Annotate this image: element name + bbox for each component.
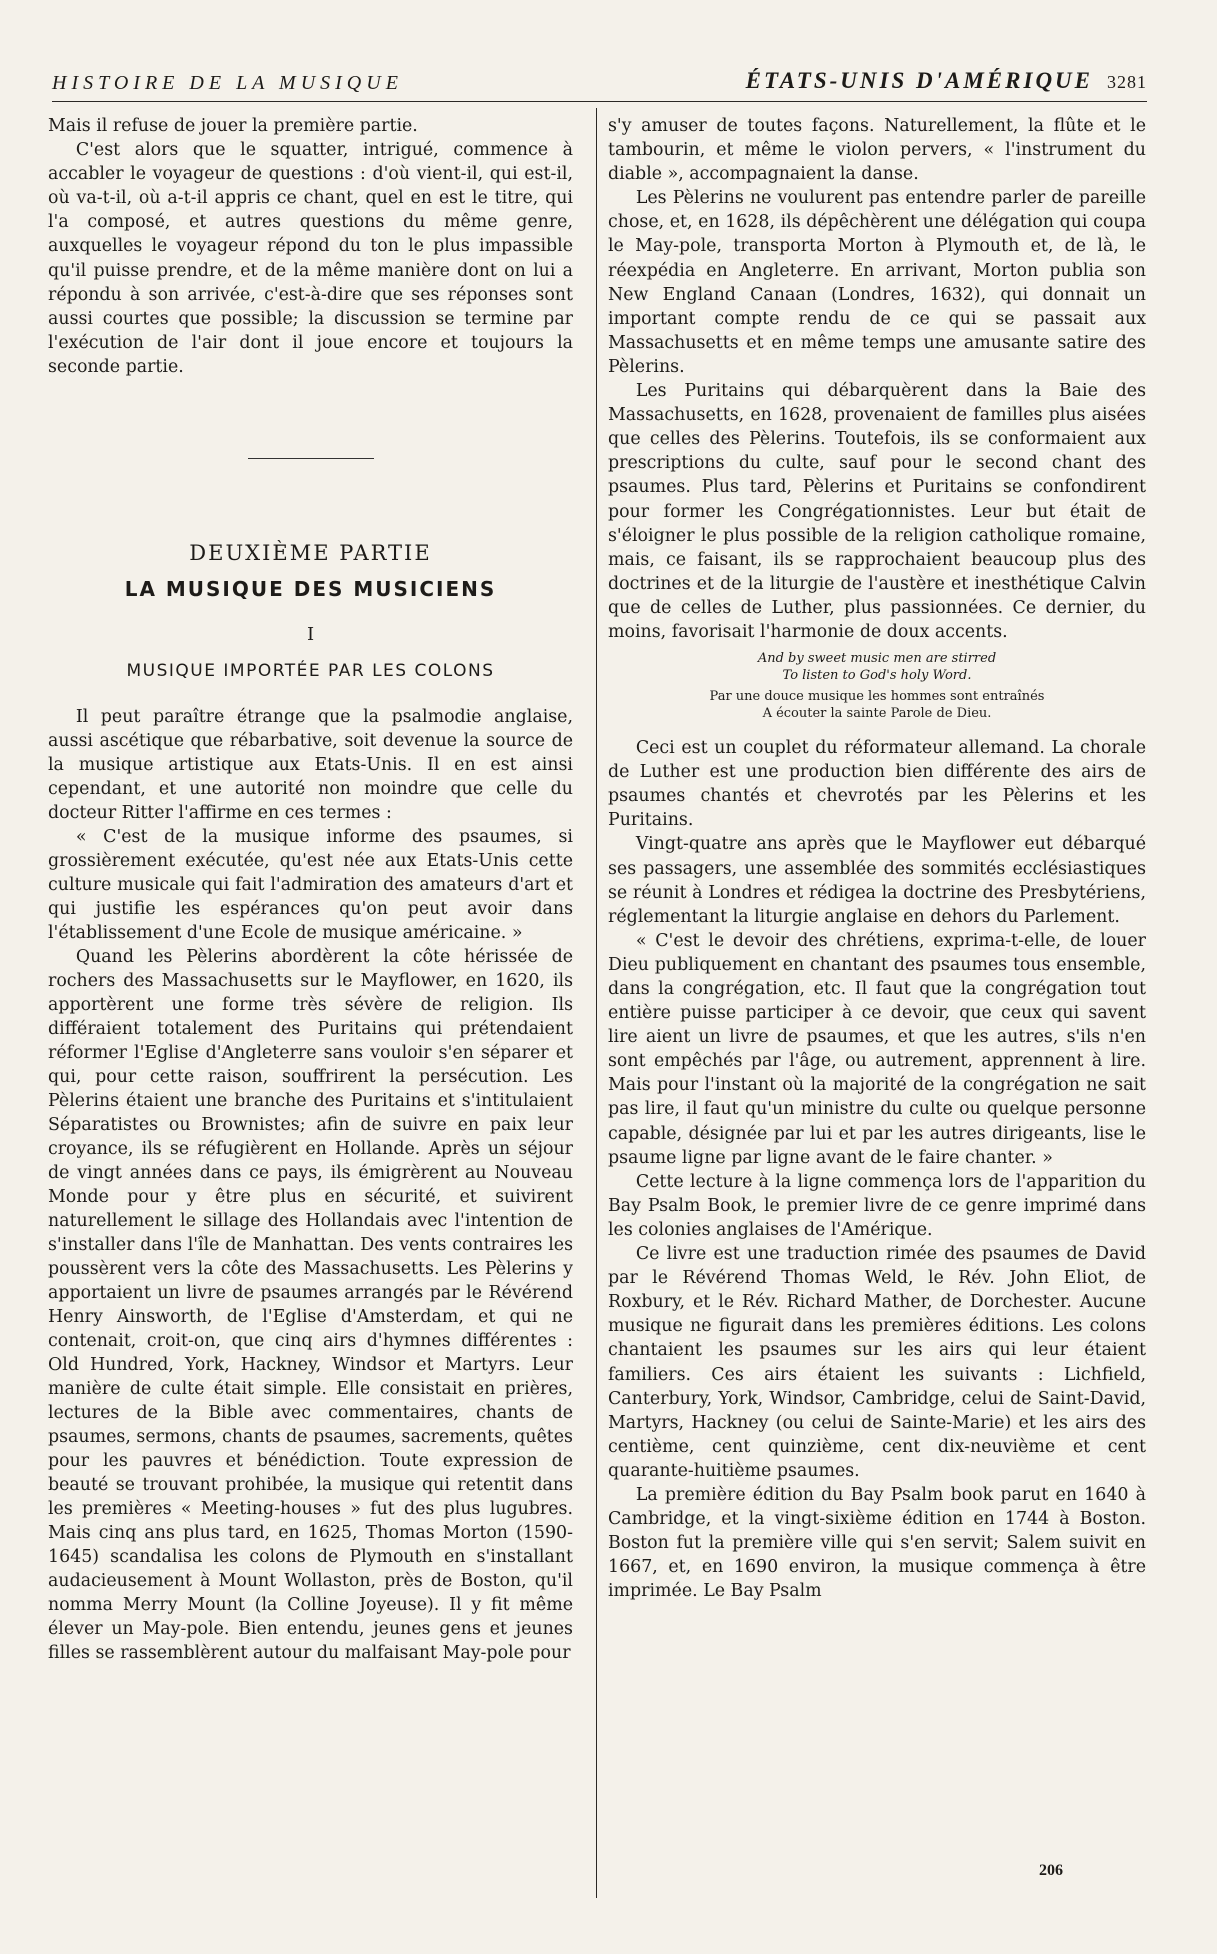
- right-column: [608, 114, 1146, 1603]
- section-separator: [248, 458, 374, 459]
- english-quote: [608, 650, 1146, 684]
- quote-line: And by sweet music men are stirred: [757, 651, 997, 667]
- quote-line: A écouter la sainte Parole de Dieu.: [762, 706, 992, 722]
- paragraph: Cette lecture à la ligne commença lors de l'apparition du Bay Psalm Book, le premier livre de ce genre imprimé dans les colonies anglaises de l'Amérique.: [608, 1171, 1146, 1240]
- paragraph: s'y amuser de toutes façons. Naturellement, la flûte et le tambourin, et même le violon pervers, « l'instrument du diable », accompagnaient la danse.: [608, 116, 1146, 185]
- sheet-number: 206: [1039, 1862, 1063, 1879]
- paragraph: « C'est le devoir des chrétiens, exprima-t-elle, de louer Dieu publiquement en chantant des psaumes tous ensemble, dans la congrégation, etc. Il faut que la congrégation tout entière puisse participer à ce devoir, que ceux qui savent lire aient un livre de psaumes, et que les autres, s'ils n'en sont empêchés par l'âge, ou autrement, apprennent à lire. Mais pour l'instant où la majorité de la congrégation ne sait pas lire, il faut qu'un ministre du culte ou quelque personne capable, désignée par lui et par les autres dirigeants, lise le psaume ligne par ligne avant de le faire chanter. »: [608, 930, 1146, 1168]
- header-left-title: HISTOIRE DE LA MUSIQUE: [52, 72, 403, 94]
- paragraph: La première édition du Bay Psalm book parut en 1640 à Cambridge, et la vingt-sixième édition en 1744 à Boston. Boston fut la première ville qui s'en servit; Salem suivit en 1667, et, en 1690 environ, la musique commença à être imprimée. Le Bay Psalm: [608, 1484, 1146, 1602]
- running-header: [52, 68, 1147, 102]
- page-number: 3281: [1107, 72, 1147, 92]
- column-divider: [596, 108, 597, 1898]
- paragraph: C'est alors que le squatter, intrigué, commence à accabler le voyageur de questions : d'où vient-il, qui est-il, où va-t-il, où a-t-il appris ce chant, quel en est le titre, qui l'a composé, et autres questions du même genre, auxquelles le voyageur répond du ton le plus impassible qu'il puisse prendre, et de la même manière dont on lui a répondu à son arrivée, c'est-à-dire que ses réponses sont aussi courtes que possible; la discussion se termine par l'exécution de l'air dont il joue encore et toujours la seconde partie.: [48, 140, 573, 377]
- chapter-title: MUSIQUE IMPORTÉE PAR LES COLONS: [126, 661, 495, 682]
- quote-line: Par une douce musique les hommes sont entraînés: [709, 689, 1045, 705]
- part-title: DEUXIÈME PARTIE: [189, 541, 432, 566]
- paragraph: Ceci est un couplet du réformateur allemand. La chorale de Luther est une production bien différente des airs de psaumes chantés et chevrotés par les Pèlerins et les Puritains.: [608, 738, 1146, 831]
- paragraph: Ce livre est une traduction rimée des psaumes de David par le Révérend Thomas Weld, le Rév. John Eliot, de Roxbury, et le Rév. Richard Mather, de Dorchester. Aucune musique ne figurait dans les premières éditions. Les colons chantaient les psaumes sur les airs qui leur étaient familiers. Ces airs étaient les suivants : Lichfield, Canterbury, York, Windsor, Cambridge, celui de Saint-David, Martyrs, Hackney (ou celui de Sainte-Marie) et les airs des centième, cent quinzième, cent dix-neuvième et cent quarante-huitième psaumes.: [608, 1244, 1146, 1481]
- paragraph: « C'est de la musique informe des psaumes, si grossièrement exécutée, qu'est née aux Etats-Unis cette culture musicale qui fait l'admiration des amateurs d'art et qui justifie les espérances qu'on peut avoir dans l'établissement d'une Ecole de musique américaine. »: [48, 827, 573, 944]
- french-quote: [608, 688, 1146, 722]
- paragraph: Les Puritains qui débarquèrent dans la Baie des Massachusetts, en 1628, provenaient de familles plus aisées que celles des Pèlerins. Toutefois, ils se conformaient aux prescriptions du culte, sauf pour le second chant des psaumes. Plus tard, Pèlerins et Puritains se confondirent pour former les Congrégationnistes. Leur but était de s'éloigner le plus possible de la religion catholique romaine, mais, ce faisant, ils se rapprochaient beaucoup plus des doctrines et de la liturgie de l'austère et inesthétique Calvin que de celles de Luther, plus passionnées. Ce dernier, du moins, favorisait l'harmonie de doux accents.: [608, 381, 1146, 642]
- paragraph: Les Pèlerins ne voulurent pas entendre parler de pareille chose, et, en 1628, ils dépêchèrent une délégation qui coupa le May-pole, transporta Morton à Plymouth et, de là, le réexpédia en Angleterre. En arrivant, Morton publia son New England Canaan (Londres, 1632), qui donnait un important compte rendu de ce qui se passait aux Massachusetts et en même temps une amusante satire des Pèlerins.: [608, 188, 1146, 377]
- paragraph: Mais il refuse de jouer la première partie.: [48, 116, 418, 136]
- left-column: [48, 114, 573, 1665]
- paragraph: Vingt-quatre ans après que le Mayflower eut débarqué ses passagers, une assemblée des sommités ecclésiastiques se réunit à Londres et rédigea la doctrine des Presbytériens, réglementant la liturgie anglaise en dehors du Parlement.: [608, 834, 1146, 927]
- book-title: LA MUSIQUE DES MUSICIENS: [124, 577, 497, 602]
- header-rule: [52, 101, 1147, 102]
- header-right-title: [746, 68, 1147, 94]
- quote-line: To listen to God's holy Word.: [782, 668, 972, 684]
- paragraph: Il peut paraître étrange que la psalmodie anglaise, aussi ascétique que rébarbative, soit devenue la source de la musique artistique aux Etats-Unis. Il en est ainsi cependant, et une autorité non moindre que celle du docteur Ritter l'affirme en ces termes :: [48, 707, 573, 824]
- paragraph: Quand les Pèlerins abordèrent la côte hérissée de rochers des Massachusetts sur le Mayflower, en 1620, ils apportèrent une forme très sévère de religion. Ils différaient totalement des Puritains qui prétendaient réformer l'Eglise d'Angleterre sans vouloir s'en séparer et qui, pour cette raison, souffrirent la persécution. Les Pèlerins étaient une branche des Puritains et s'intitulaient Séparatistes ou Brownistes; afin de suivre en paix leur croyance, ils se réfugièrent en Hollande. Après un séjour de vingt années dans ce pays, ils émigrèrent au Nouveau Monde pour y être plus en sécurité, et suivirent naturellement le sillage des Hollandais avec l'intention de s'installer dans l'île de Manhattan. Des vents contraires les poussèrent vers la côte des Massachusetts. Les Pèlerins y apportaient un livre de psaumes arrangés par le Révérend Henry Ainsworth, de l'Eglise d'Amsterdam, et qui ne contenait, croit-on, que cinq airs d'hymnes différentes : Old Hundred, York, Hackney, Windsor et Martyrs. Leur manière de culte était simple. Elle consistait en prières, lectures de la Bible avec commentaires, chants de psaumes, sermons, chants de psaumes, sacrements, quêtes pour les pauvres et bénédiction. Toute expression de beauté se trouvant prohibée, la musique qui retentit dans les premières « Meeting-houses » fut des plus lugubres. Mais cinq ans plus tard, en 1625, Thomas Morton (1590-1645) scandalisa les colons de Plymouth en s'installant audacieusement à Mount Wollaston, près de Boston, qu'il nomma Merry Mount (la Colline Joyeuse). Il y fit même élever un May-pole. Bien entendu, jeunes gens et jeunes filles se rassemblèrent autour du malfaisant May-pole pour: [48, 947, 573, 1664]
- chapter-number: I: [306, 624, 315, 646]
- header-right-text: ÉTATS-UNIS D'AMÉRIQUE: [745, 68, 1093, 93]
